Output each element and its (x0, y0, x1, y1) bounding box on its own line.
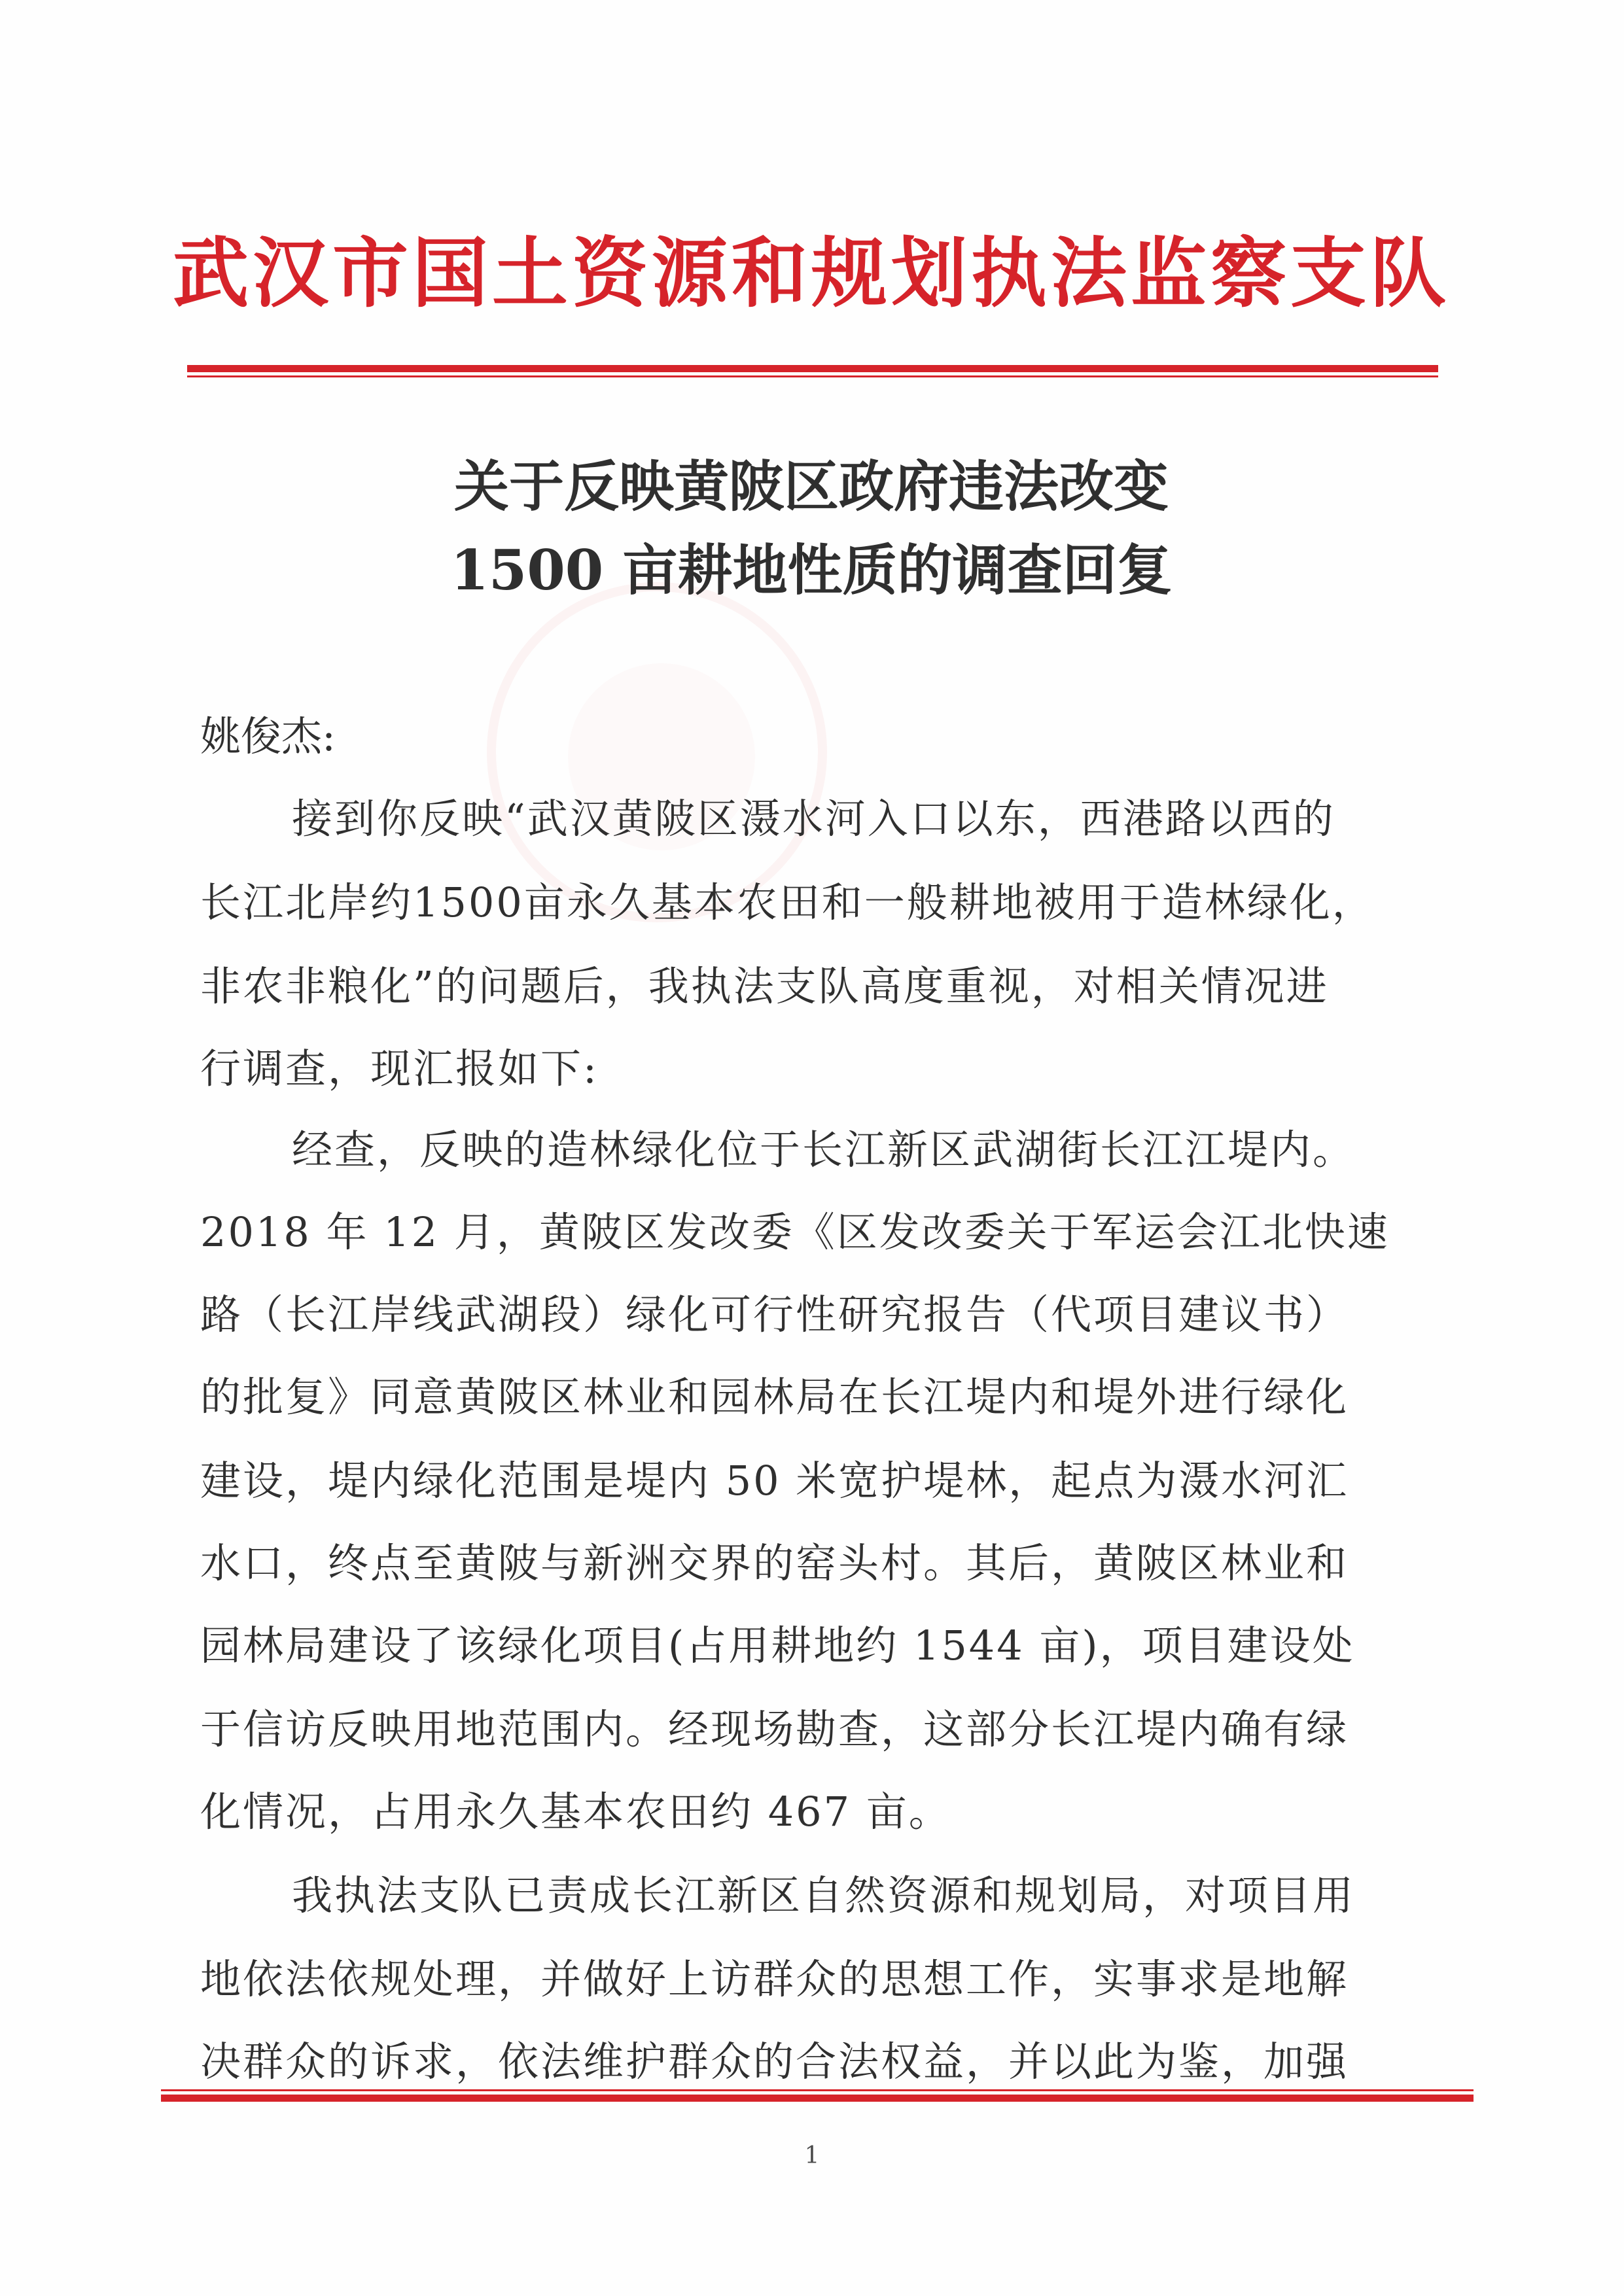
paragraph-3-line-2: 地依法依规处理，并做好上访群众的思想工作，实事求是地解 (200, 1955, 1349, 2003)
paragraph-1-line-3: 非农非粮化”的问题后，我执法支队高度重视，对相关情况进 (200, 962, 1329, 1010)
paragraph-2-line-8: 于信访反映用地范围内。经现场勘查，这部分长江堤内确有绿 (200, 1705, 1349, 1753)
document-title-line-2: 1500 亩耕地性质的调查回复 (450, 538, 1173, 602)
salutation: 姚俊杰: (200, 712, 336, 760)
footer-red-rule-thick (161, 2095, 1474, 2102)
document-title-line-1: 关于反映黄陂区政府违法改变 (453, 454, 1169, 519)
page-number: 1 (804, 2142, 820, 2169)
letterhead-title: 武汉市国土资源和规划执法监察支队 (173, 228, 1450, 318)
paragraph-2-line-2: 2018 年 12 月，黄陂区发改委《区发改委关于军运会江北快速 (200, 1208, 1390, 1256)
paragraph-2-line-1: 经查，反映的造林绿化位于长江新区武湖街长江江堤内。 (292, 1126, 1356, 1174)
paragraph-2-line-7: 园林局建设了该绿化项目(占用耕地约 1544 亩)，项目建设处 (200, 1622, 1355, 1669)
paragraph-2-line-3: 路（长江岸线武湖段）绿化可行性研究报告（代项目建议书） (200, 1291, 1349, 1338)
paragraph-1-line-4: 行调查，现汇报如下: (200, 1045, 599, 1092)
paragraph-2-line-9: 化情况，占用永久基本农田约 467 亩。 (200, 1788, 951, 1835)
paragraph-1-line-2: 长江北岸约1500亩永久基本农田和一般耕地被用于造林绿化， (200, 878, 1375, 926)
paragraph-2-line-4: 的批复》同意黄陂区林业和园林局在长江堤内和堤外进行绿化 (200, 1373, 1349, 1421)
paragraph-2-line-6: 水口，终点至黄陂与新洲交界的窑头村。其后，黄陂区林业和 (200, 1539, 1349, 1587)
paragraph-2-line-5: 建设，堤内绿化范围是堤内 50 米宽护堤林，起点为滠水河汇 (200, 1457, 1349, 1505)
footer-red-rule-thin (161, 2089, 1474, 2091)
paragraph-3-line-3: 决群众的诉求，依法维护群众的合法权益，并以此为鉴，加强 (200, 2038, 1349, 2085)
paragraph-3-line-1: 我执法支队已责成长江新区自然资源和规划局，对项目用 (292, 1871, 1356, 1919)
paragraph-1-line-1: 接到你反映“武汉黄陂区滠水河入口以东，西港路以西的 (292, 795, 1335, 843)
